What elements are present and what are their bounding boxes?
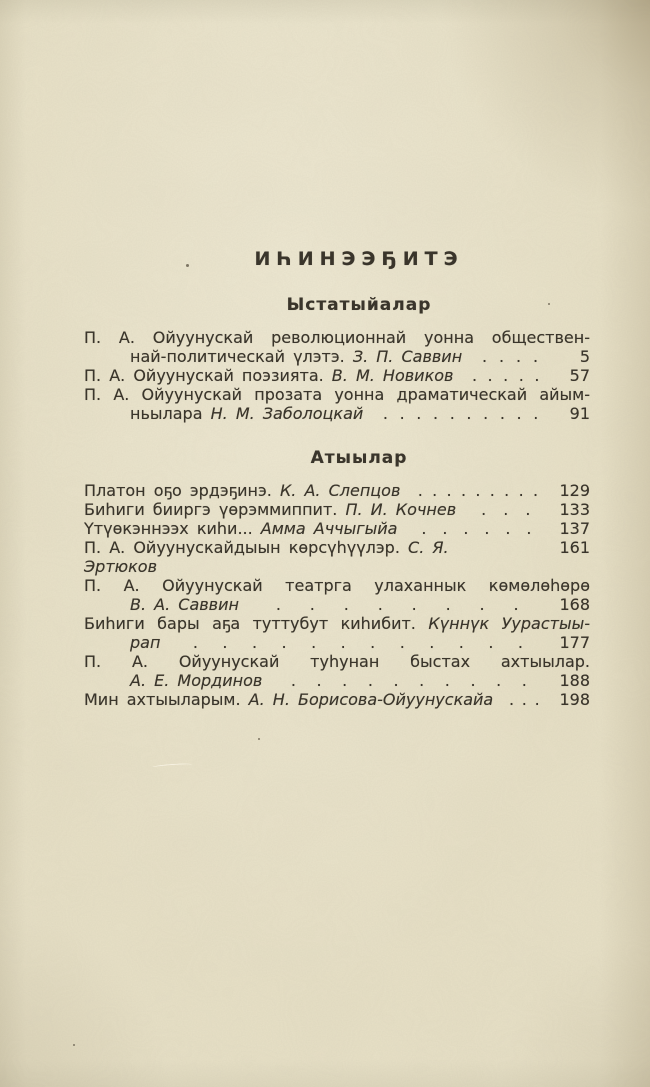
leader-dot: .	[463, 519, 469, 538]
entry-line	[84, 404, 590, 423]
leader-dot: .	[518, 481, 524, 500]
entry-text-segment: П. А. Ойуунускай поэзията.	[84, 366, 332, 385]
entry-text-segment: Мин ахтыыларым.	[84, 690, 249, 709]
author-name: С. Я. Эртюков	[84, 538, 449, 576]
leader-dot: .	[503, 500, 509, 519]
leader-dot: .	[487, 366, 493, 385]
leader-dot: .	[489, 481, 495, 500]
dot-leader	[397, 519, 559, 538]
entry-text-segment: П. А. Ойуунускай туһунан быстах ахтыылар.	[84, 652, 590, 671]
entry-line	[84, 690, 590, 709]
dot-leader	[400, 481, 559, 500]
author-name: В. М. Новиков	[331, 366, 454, 385]
leader-dot: .	[343, 595, 349, 614]
entry-line	[84, 481, 590, 500]
author-name: А. Н. Борисова-Ойуунускайа	[248, 690, 494, 709]
author-name: Н. М. Заболоцкай	[210, 404, 364, 423]
leader-dot: .	[281, 633, 287, 652]
entry-text	[84, 690, 493, 709]
author-name: рап	[130, 633, 161, 652]
author-name: А. Е. Мординов	[130, 671, 263, 690]
leader-dot: .	[504, 481, 510, 500]
author-name: В. А. Саввин	[130, 595, 239, 614]
leader-dot: .	[526, 519, 532, 538]
page-number: 161	[559, 538, 590, 557]
leader-dot: .	[342, 671, 348, 690]
entry-text-segment: ньылара	[130, 404, 211, 423]
entry-text-segment: П. А. Ойуунускай театрга улаханнык көмөлөһөрө	[84, 576, 590, 595]
entry-line	[84, 366, 590, 385]
leader-dot: .	[367, 671, 373, 690]
entry-text-segment: Биһиги бары аҕа туттубут киһибит.	[84, 614, 429, 633]
toc-entry	[84, 328, 590, 366]
leader-dot: .	[499, 347, 505, 366]
dot-leader	[363, 404, 562, 423]
leader-dot: .	[521, 690, 527, 709]
leader-dot: .	[525, 500, 531, 519]
toc-entry	[84, 652, 590, 690]
leader-dot: .	[411, 595, 417, 614]
leader-dot: .	[429, 633, 435, 652]
entry-text	[84, 652, 590, 671]
leader-dot: .	[419, 671, 425, 690]
toc-entry	[84, 385, 590, 423]
entry-text-segment: П. А. Ойуунускай революционнай уонна обществен-	[84, 328, 590, 347]
page-number: 91	[569, 404, 590, 423]
leader-dot: .	[458, 633, 464, 652]
leader-dot: .	[518, 366, 524, 385]
dot-leader	[262, 671, 559, 690]
entry-text	[84, 385, 590, 404]
entry-line	[84, 614, 590, 633]
entry-line	[84, 633, 590, 652]
table-of-contents	[84, 248, 590, 709]
leader-dot: .	[393, 671, 399, 690]
leader-dot: .	[533, 404, 539, 423]
leader-dot: .	[488, 633, 494, 652]
entry-text	[84, 366, 453, 385]
dot-leader	[462, 347, 562, 366]
leader-dot: .	[340, 633, 346, 652]
entry-line	[84, 385, 590, 404]
entry-text-segment: П. А. Ойуунускайдыын көрсүһүүлэр.	[84, 538, 409, 557]
page-number: 5	[579, 347, 590, 366]
leader-dot: .	[416, 404, 422, 423]
entry-text	[84, 538, 529, 576]
leader-dot: .	[481, 500, 487, 519]
entry-text	[84, 576, 590, 595]
page-number: 198	[559, 690, 590, 709]
entry-line	[84, 519, 590, 538]
leader-dot: .	[470, 671, 476, 690]
leader-dot: .	[446, 481, 452, 500]
entry-text	[84, 519, 397, 538]
paper-speck	[73, 1044, 75, 1046]
leader-dot: .	[399, 633, 405, 652]
page-number: 129	[559, 481, 590, 500]
leader-dot: .	[222, 633, 228, 652]
leader-dot: .	[251, 633, 258, 652]
author-name: П. И. Кочнев	[345, 500, 457, 519]
entry-text	[84, 328, 590, 347]
entry-line	[84, 671, 590, 690]
section-entries	[84, 481, 590, 709]
entry-text-segment: П. А. Ойуунускай прозата уонна драматическай айым-	[84, 385, 590, 404]
leader-dot: .	[311, 633, 317, 652]
leader-dot: .	[534, 366, 540, 385]
leader-dot: .	[513, 595, 519, 614]
leader-dot: .	[484, 519, 490, 538]
leader-dot: .	[533, 347, 539, 366]
leader-dot: .	[290, 671, 296, 690]
author-name: Амма Аччыгыйа	[260, 519, 398, 538]
leader-dot: .	[445, 595, 451, 614]
page-number: 137	[559, 519, 590, 538]
entry-line	[84, 347, 590, 366]
toc-entry	[84, 500, 590, 519]
leader-dot: .	[377, 595, 383, 614]
entry-text-segment: Үтүөкэннээх киһи...	[84, 519, 261, 538]
page-title: ИҺИНЭЭҔИТЭ	[254, 248, 464, 270]
entry-line	[84, 538, 590, 576]
toc-entry	[84, 538, 590, 576]
leader-dot: .	[421, 519, 427, 538]
leader-dot: .	[516, 347, 522, 366]
entry-line	[84, 652, 590, 671]
paper-scratch	[152, 763, 192, 770]
leader-dot: .	[275, 595, 281, 614]
page-number: 177	[559, 633, 590, 652]
entry-text	[84, 481, 400, 500]
toc-entry	[84, 481, 590, 500]
author-name: Күннүк Уурастыы-	[428, 614, 590, 633]
leader-dot: .	[444, 671, 450, 690]
section-entries	[84, 328, 590, 423]
page-number: 133	[559, 500, 590, 519]
author-name: З. П. Саввин	[352, 347, 463, 366]
toc-entry	[84, 366, 590, 385]
leader-dot: .	[399, 404, 405, 423]
dot-leader	[239, 595, 559, 614]
author-name: К. А. Слепцов	[279, 481, 401, 500]
page-number: 188	[559, 671, 590, 690]
toc-entry	[84, 690, 590, 709]
entry-text	[130, 347, 462, 366]
leader-dot: .	[517, 633, 523, 652]
entry-text-segment: най-политическай үлэтэ.	[130, 347, 353, 366]
page-number: 57	[569, 366, 590, 385]
section-heading: Атыылар	[310, 448, 408, 468]
leader-dot: .	[534, 690, 540, 709]
dot-leader	[453, 366, 562, 385]
leader-dot: .	[309, 595, 315, 614]
entry-line	[84, 500, 590, 519]
entry-text	[130, 404, 363, 423]
leader-dot: .	[496, 671, 502, 690]
leader-dot: .	[449, 404, 455, 423]
section-heading: Ыстатыйалар	[286, 295, 432, 315]
dot-leader	[160, 633, 559, 652]
leader-dot: .	[433, 404, 439, 423]
leader-dot: .	[460, 481, 467, 500]
leader-dot: .	[382, 404, 388, 423]
entry-text	[130, 671, 262, 690]
leader-dot: .	[482, 347, 488, 366]
page-number: 168	[559, 595, 590, 614]
leader-dot: .	[471, 366, 478, 385]
leader-dot: .	[516, 404, 522, 423]
leader-dot: .	[192, 633, 198, 652]
leader-dot: .	[499, 404, 505, 423]
leader-dot: .	[521, 671, 527, 690]
leader-dot: .	[432, 481, 438, 500]
entry-line	[84, 576, 590, 595]
leader-dot: .	[442, 519, 448, 538]
leader-dot: .	[532, 481, 539, 500]
entry-line	[84, 595, 590, 614]
toc-entry	[84, 576, 590, 614]
leader-dot: .	[475, 481, 481, 500]
leader-dot: .	[466, 404, 472, 423]
entry-line	[84, 328, 590, 347]
leader-dot: .	[316, 671, 322, 690]
dot-leader	[493, 690, 559, 709]
toc-sections	[84, 296, 590, 709]
entry-text	[130, 633, 160, 652]
entry-text-segment: Биһиги бииргэ үөрэммиппит.	[84, 500, 346, 519]
entry-text-segment: Платон оҕо эрдэҕинэ.	[84, 481, 280, 500]
entry-text	[84, 500, 456, 519]
leader-dot: .	[483, 404, 489, 423]
leader-dot: .	[417, 481, 423, 500]
entry-text	[130, 595, 239, 614]
dot-leader	[456, 500, 559, 519]
leader-dot: .	[370, 633, 376, 652]
toc-entry	[84, 614, 590, 652]
leader-dot: .	[505, 519, 511, 538]
leader-dot: .	[508, 690, 515, 709]
toc-entry	[84, 519, 590, 538]
paper-speck	[258, 738, 260, 740]
entry-text	[84, 614, 590, 633]
leader-dot: .	[503, 366, 509, 385]
leader-dot: .	[479, 595, 485, 614]
